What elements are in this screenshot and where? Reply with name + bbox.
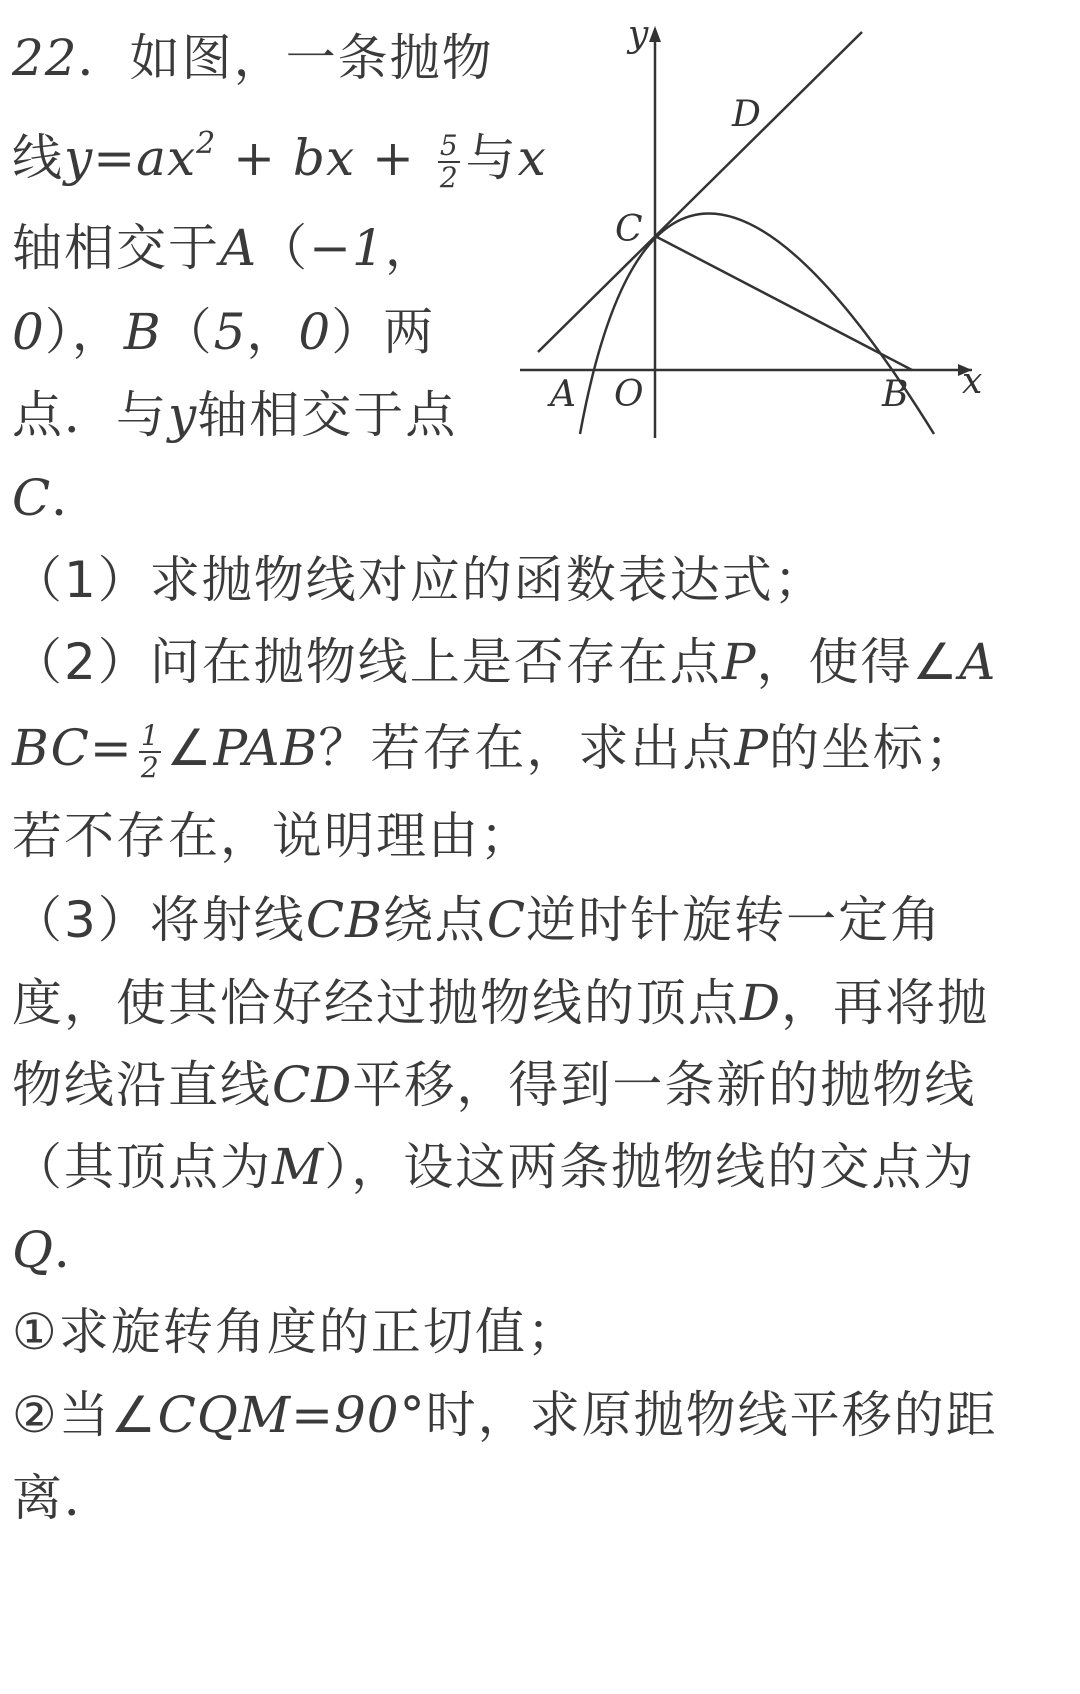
fraction-one-half: $\frac{1}{2}$ — [140, 718, 159, 784]
question-3-line-5: Q． — [12, 1221, 106, 1279]
question-2-line-2: BC= $\frac{1}{2}$ ∠PAB？若存在，求出点P的坐标； — [12, 718, 978, 784]
y-axis-arrow — [649, 26, 661, 42]
question-3-line-4: （其顶点为M），设这两条抛物线的交点为 — [12, 1138, 976, 1196]
x-axis-label: x — [962, 361, 983, 402]
point-d-label: D — [732, 94, 761, 135]
stem-line-2: 线$y=ax^2$ + bx + $\frac{5}{2}$ 与x — [12, 126, 547, 194]
point-b-label: B — [882, 374, 909, 415]
segment-cb — [655, 236, 912, 370]
fraction-five-halves: $\frac{5}{2}$ — [439, 128, 458, 194]
stem-line-4: 0），B（5，0）两 — [12, 303, 436, 361]
question-1: （1）求抛物线对应的函数表达式； — [12, 551, 826, 609]
question-3-sub-2-line-1: ②当∠CQM=90°时，求原抛物线平移的距 — [12, 1386, 998, 1444]
point-c-label: C — [615, 209, 643, 250]
line-cd — [538, 32, 862, 352]
stem-line-6: C． — [12, 469, 104, 527]
y-axis-label: y — [628, 14, 649, 55]
question-2-line-1: （2）问在抛物线上是否存在点P，使得∠A — [12, 633, 997, 691]
question-3-sub-2-line-2: 离． — [12, 1469, 116, 1527]
parabola-figure — [550, 14, 1060, 478]
question-3-sub-1: ①求旋转角度的正切值； — [12, 1303, 579, 1361]
point-a-label: A — [550, 374, 576, 415]
stem-line-5: 点．与y轴相交于点 — [12, 386, 458, 444]
problem-number: 22 — [12, 29, 78, 87]
origin-label: O — [614, 374, 644, 415]
question-3-line-2: 度，使其恰好经过抛物线的顶点D，再将抛 — [12, 974, 990, 1032]
question-2-line-3: 若不存在，说明理由； — [12, 807, 532, 865]
question-3-line-3: 物线沿直线CD平移，得到一条新的抛物线 — [12, 1056, 977, 1114]
stem-line-3: 轴相交于A（−1， — [12, 219, 437, 277]
question-3-line-1: （3）将射线CB绕点C逆时针旋转一定角 — [12, 891, 943, 949]
stem-line-1: 22．如图，一条抛物 — [12, 29, 494, 87]
